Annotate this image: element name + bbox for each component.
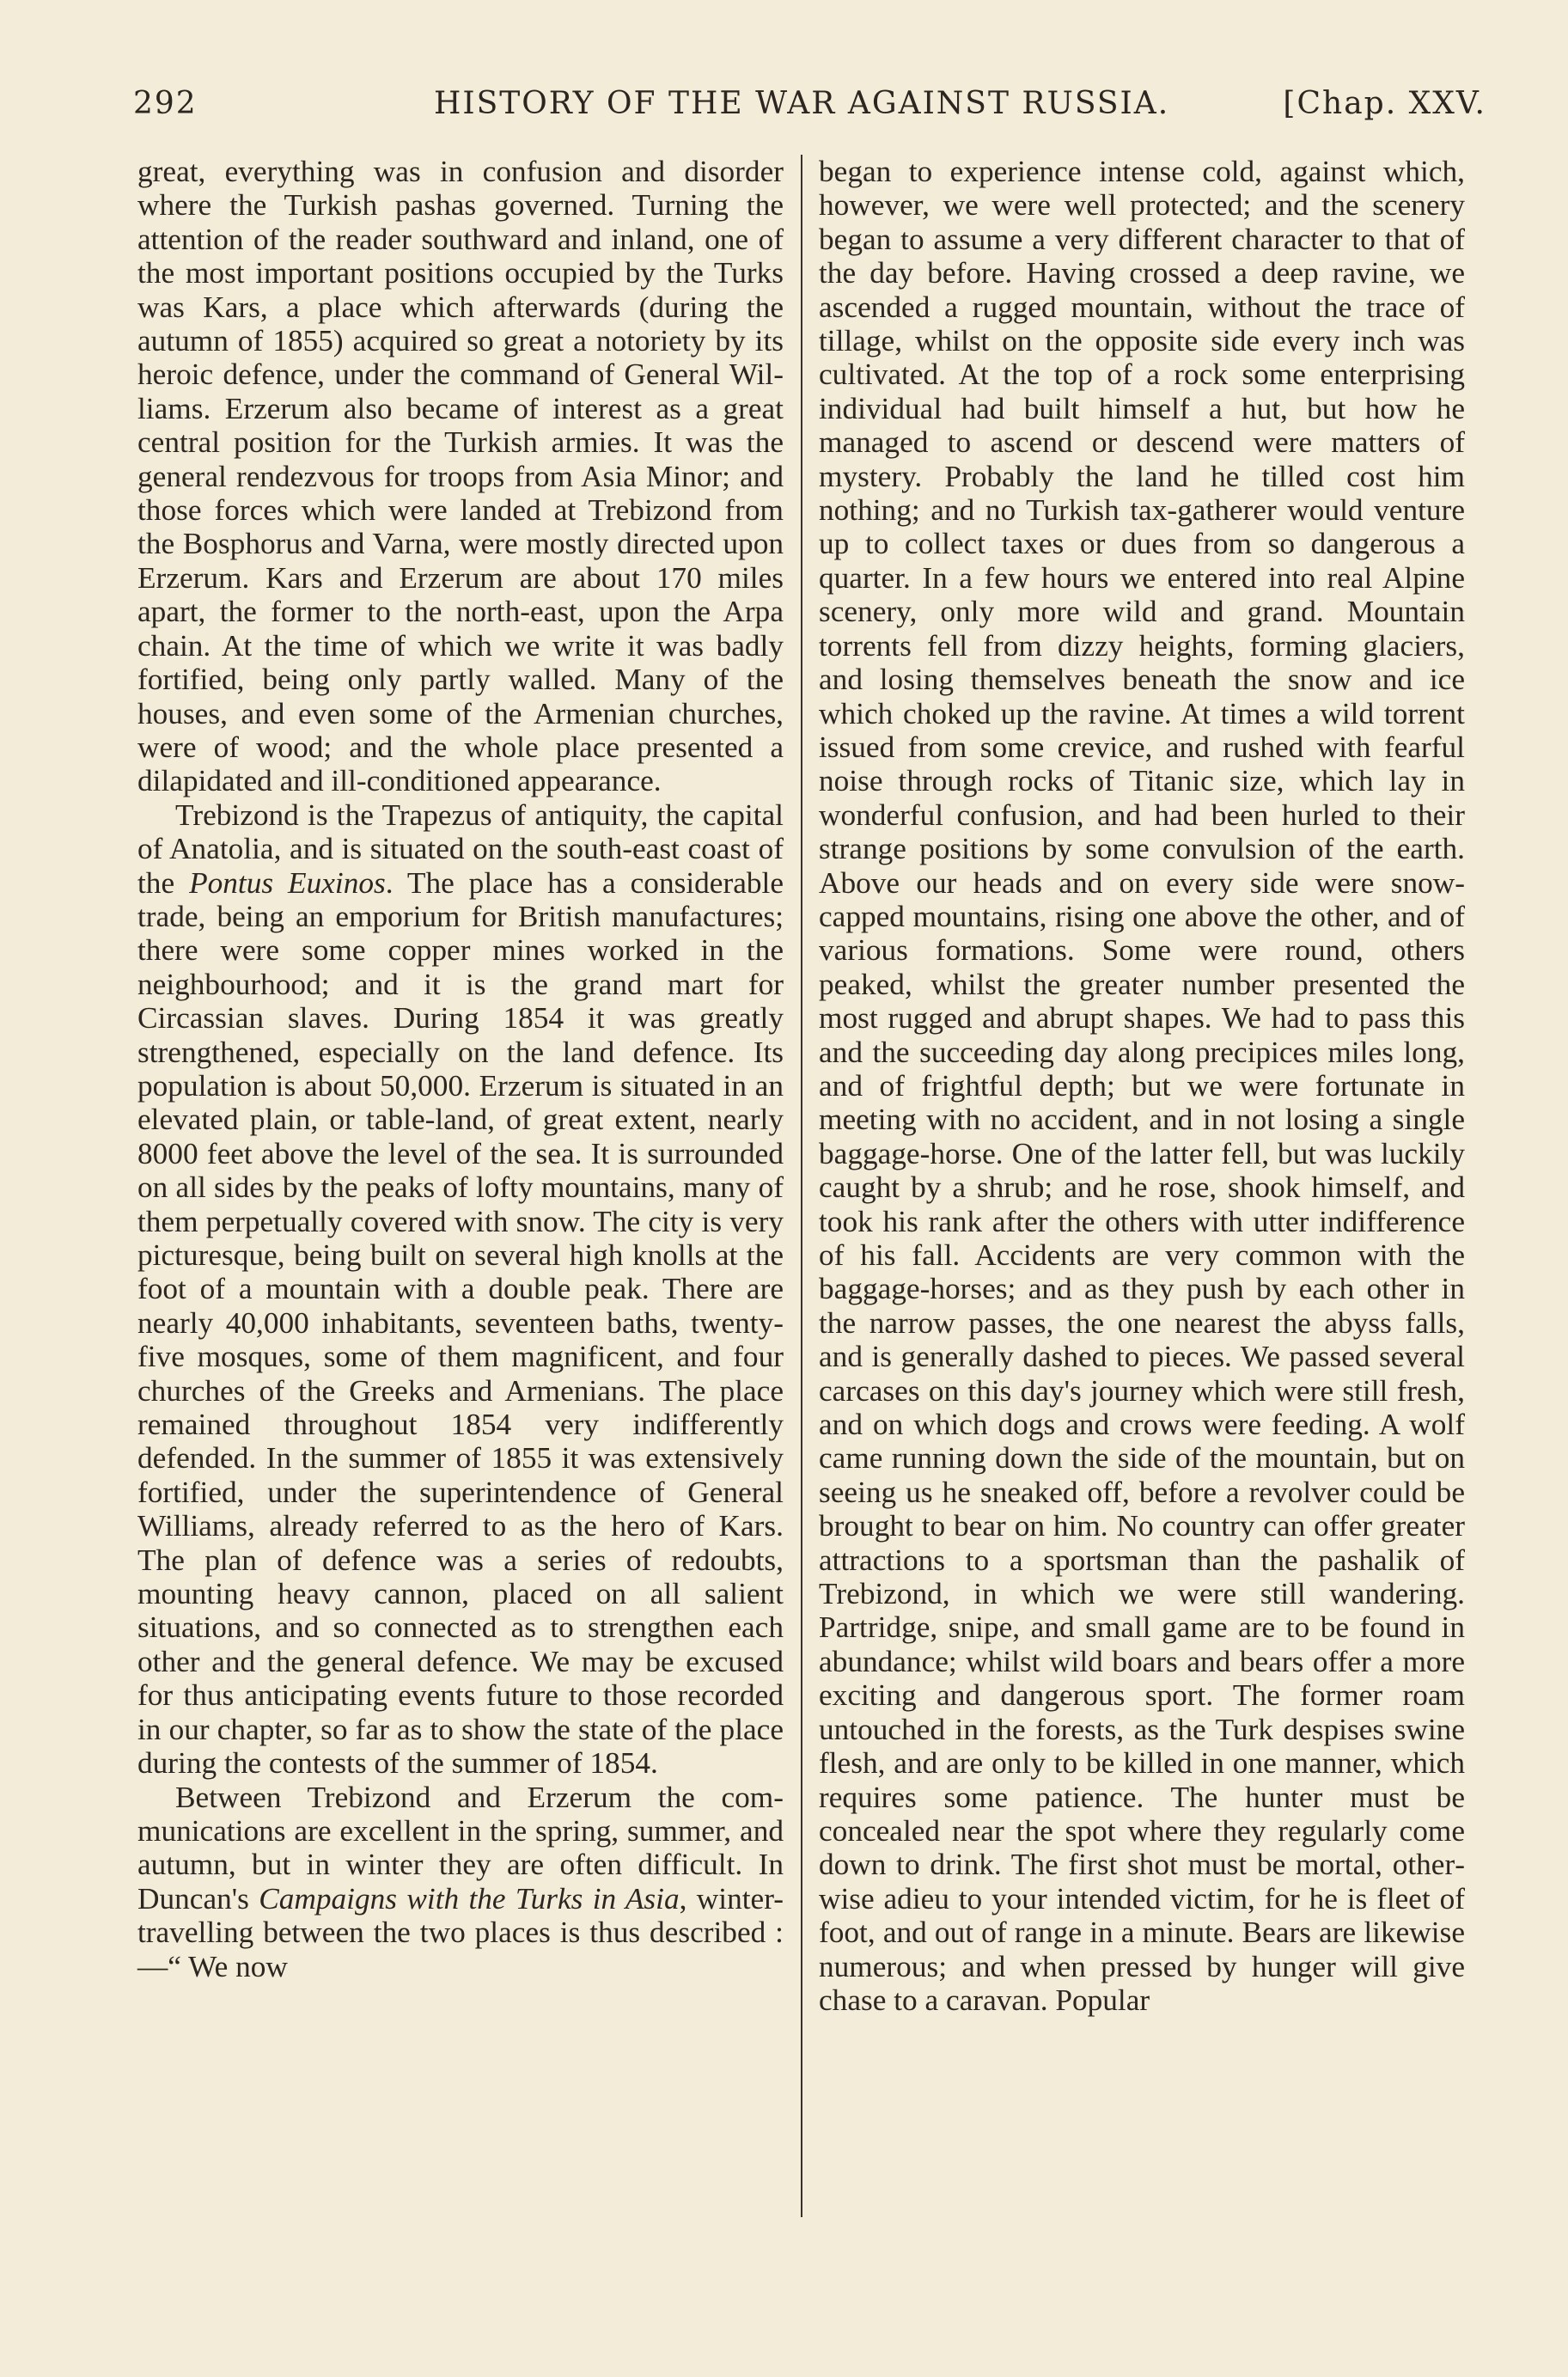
paragraph: great, everything was in confusion and disorder where the Turkish pashas governed. Turning the attention of the reader southward and inland, one of the most important positions occupied by the Turks was Kars, a place which afterwards (during the autumn of 1855) acquired so great a notoriety by its heroic defence, under the command of General Williams. Erzerum also became of interest as a great central position for the Turkish armies. It was the general rendezvous for troops from Asia Minor; and those forces which were landed at Trebizond from the Bosphorus and Varna, were mostly directed upon Erzerum. Kars and Erzerum are about 170 miles apart, the former to the north-east, upon the Arpa chain. At the time of which we write it was badly fortified, being only partly walled. Many of the houses, and even some of the Armenian churches, were of wood; and the whole place presented a dilapidated and ill-conditioned appearance. bbox=[137, 155, 784, 798]
running-header bbox=[133, 86, 1486, 129]
italic-book-title: Campaigns with the Turks in Asia bbox=[259, 1881, 680, 1916]
paragraph-text: . The place has a considerable trade, being an emporium for British manufactures; there were some copper mines worked in the neighbourhood; and it is the grand mart for Circassian slaves. During 1854 it was greatly strengthened, especially on the land defence. Its population is about 50,000. Erzerum is situated in an elevated plain, or table-land, of great extent, nearly 8000 feet above the level of the sea. It is surrounded on all sides by the peaks of lofty mountains, many of them perpetually covered with snow. The city is very picturesque, being built on several high knolls at the foot of a mountain with a double peak. There are nearly 40,000 inhabitants, seventeen baths, twenty-five mosques, some of them magnificent, and four churches of the Greeks and Armenians. The place remained throughout 1854 very indifferently defended. In the summer of 1855 it was extensively fortified, under the superintendence of General Williams, already referred to as the hero of Kars. The plan of defence was a series of redoubts, mounting heavy cannon, placed on all salient situations, and so connected as to strengthen each other and the general defence. We may be excused for thus anticipating events future to those recorded in our chapter, so far as to show the state of the place during the contests of the summer of 1854. bbox=[137, 865, 784, 1781]
paragraph-text: Between Trebizond and Erzerum the communications are excellent in the spring, summer, and autumn, but in winter they are often difficult. In Duncan's bbox=[137, 1780, 784, 1916]
right-column bbox=[819, 155, 1465, 2017]
chapter-label: [Chap. XXV. bbox=[1283, 86, 1486, 121]
paragraph: began to experience intense cold, against which, however, we were well protected; and the scenery began to assume a very different character to that of the day before. Having crossed a deep ravine, we ascended a rugged mountain, without the trace of tillage, whilst on the opposite side every inch was cultivated. At the top of a rock some enterprising individual had built himself a hut, but how he managed to ascend or descend were matters of mystery. Probably the land he tilled cost him nothing; and no Turkish tax-gatherer would venture up to collect taxes or dues from so dangerous a quarter. In a few hours we entered into real Alpine scenery, only more wild and grand. Mountain torrents fell from dizzy heights, forming glaciers, and losing themselves beneath the snow and ice which choked up the ravine. At times a wild torrent issued from some crevice, and rushed with fearful noise through rocks of Titanic size, which lay in wonderful confusion, and had been hurled to their strange positions by some convulsion of the earth. Above our heads and on every side were snow-capped mountains, rising one above the other, and of various formations. Some were round, others peaked, whilst the greater number presented the most rugged and abrupt shapes. We had to pass this and the succeeding day along precipices miles long, and of frightful depth; but we were fortunate in meeting with no accident, and in not losing a single baggage-horse. One of the latter fell, but was luckily caught by a shrub; and he rose, shook himself, and took his rank after the others with utter indifference of his fall. Accidents are very common with the baggage-horses; and as they push by each other in the narrow passes, the one nearest the abyss falls, and is generally dashed to pieces. We passed several carcases on this day's journey which were still fresh, and on which dogs and crows were feeding. A wolf came running down the side of the mountain, but on seeing us he sneaked off, before a revolver could be brought to bear on him. No country can offer greater attractions to a sportsman than the pashalik of Trebizond, in which we were still wandering. Partridge, snipe, and small game are to be found in abundance; whilst wild boars and bears offer a more exciting and dangerous sport. The former roam untouched in the forests, as the Turk despises swine flesh, and are only to be killed in one manner, which requires some patience. The hunter must be concealed near the spot where they regularly come down to drink. The first shot must be mortal, otherwise adieu to your intended victim, for he is fleet of foot, and out of range in a minute. Bears are likewise numerous; and when pressed by hunger will give chase to a caravan. Popular bbox=[819, 155, 1465, 2017]
running-title: HISTORY OF THE WAR AGAINST RUSSIA. bbox=[434, 86, 1170, 121]
paragraph-text: Trebizond is the Trapezus of antiquity, the capital of Anatolia, and is situated on the south-east coast of the bbox=[137, 797, 784, 900]
paragraph bbox=[137, 798, 784, 1781]
page-number: 292 bbox=[133, 86, 198, 121]
left-column bbox=[137, 155, 784, 1983]
italic-term: Pontus Euxinos bbox=[189, 865, 386, 900]
paragraph bbox=[137, 1781, 784, 1983]
column-divider bbox=[801, 155, 802, 2217]
paragraph-text: , winter-travelling between the two places is thus described :—“ We now bbox=[137, 1881, 784, 1983]
